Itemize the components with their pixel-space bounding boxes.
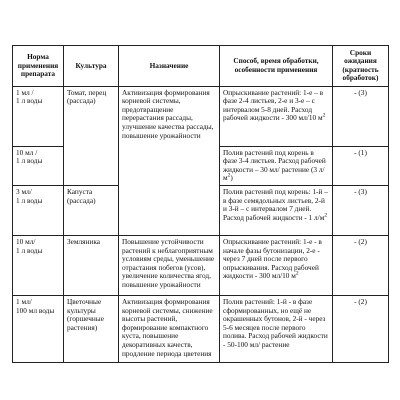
table-row (13, 86, 389, 146)
header-purpose: Назначение (119, 46, 220, 87)
norm-line: 1 мл / (16, 87, 34, 97)
norm-line: 1 л воды (16, 195, 43, 205)
norm-line: 10 мл/ (16, 237, 36, 246)
method-cell (220, 146, 333, 185)
header-crop: Культура (64, 46, 119, 87)
method-text: Опрыскивание растений: 1-е - в начале фазы бутонизации, 2-е - через 7 дней после первого опрыскивания. Расход рабочей жидкости - 300 мл/10 м (223, 237, 322, 281)
norm-line: 1 л воды (16, 245, 43, 255)
method-cell (220, 186, 333, 236)
wait-cell: - (3) (333, 86, 389, 146)
norm-line: 100 мл воды (16, 305, 55, 315)
method-cell (220, 86, 333, 146)
method-sup: 2 (324, 212, 328, 219)
method-text: Полив растений под корень: 1-й – в фазе семядольных листьев, 2-й и 3-й – с интервалом 7 дней. Расход рабочей жидкости - 1 л/м (223, 187, 328, 222)
purpose-cell: Активизация формирования корневой системы, снижение высоты растений, формирование компактного куста, повышение декоративных качеств, продление периода цветения (119, 296, 220, 363)
method-cell (220, 236, 333, 296)
crop-cell: Капуста (рассада) (64, 186, 119, 236)
norm-cell (13, 86, 64, 146)
method-text-end: ) (230, 173, 233, 183)
norm-cell (13, 236, 64, 296)
method-text: Опрыскивание растений: 1-е – в фазе 2-4 листьев, 2-е и 3-е – с интервалом 5-8 дней. Расход рабочей жидкости - 300 мл/10 м (223, 87, 324, 123)
header-wait: Сроки ожидания (кратность обработок) (333, 46, 389, 87)
table-row (13, 296, 389, 363)
method-sup: 2 (295, 271, 299, 278)
norm-cell (13, 186, 64, 236)
header-method: Способ, время обработки, особенности применения (220, 46, 333, 87)
norm-line: 1 л воды (16, 156, 43, 166)
method-text: Полив растений под корень в фазе 3-4 листьев. Расход рабочей жидкости – 30 мл/ растение (3 л/м (223, 147, 326, 183)
wait-cell: - (2) (333, 296, 389, 363)
wait-cell: - (2) (333, 236, 389, 296)
norm-line: 1 л воды (16, 96, 43, 106)
usage-table (12, 45, 389, 363)
norm-line: 1 мл/ (16, 297, 32, 306)
method-cell (220, 296, 333, 363)
method-sup: 2 (227, 172, 231, 179)
header-norm: Норма применения препарата (13, 46, 64, 87)
method-text: Полив растений: 1-й - в фазе сформированных, но ещё не окрашенных бутонов, 2-й - через 5-6 месяцев после первого полива. Расход рабочей жидкости - 50-100 мл/ растение (223, 297, 328, 350)
wait-cell: - (1) (333, 146, 389, 185)
table-header-row (13, 46, 389, 87)
crop-cell: Цветочные культуры (горшечные растения) (64, 296, 119, 363)
purpose-cell: Повышение устойчивости растений к неблагоприятным условиям среды, уменьшение отрастания побегов (усов), увеличение количества ягод, повышение урожайности (119, 236, 220, 296)
wait-cell: - (3) (333, 186, 389, 236)
norm-line: 10 мл / (16, 147, 38, 157)
purpose-cell: Активизация формирования корневой системы, предотвращение перерастания рассады, улучшение качества рассады, повышение урожайности (119, 86, 220, 235)
norm-line: 3 мл/ (16, 187, 32, 196)
table-row (13, 236, 389, 296)
norm-cell (13, 296, 64, 363)
norm-cell (13, 146, 64, 185)
crop-cell: Томат, перец (рассада) (64, 86, 119, 185)
method-sup: 2 (322, 112, 326, 119)
crop-cell: Земляника (64, 236, 119, 296)
